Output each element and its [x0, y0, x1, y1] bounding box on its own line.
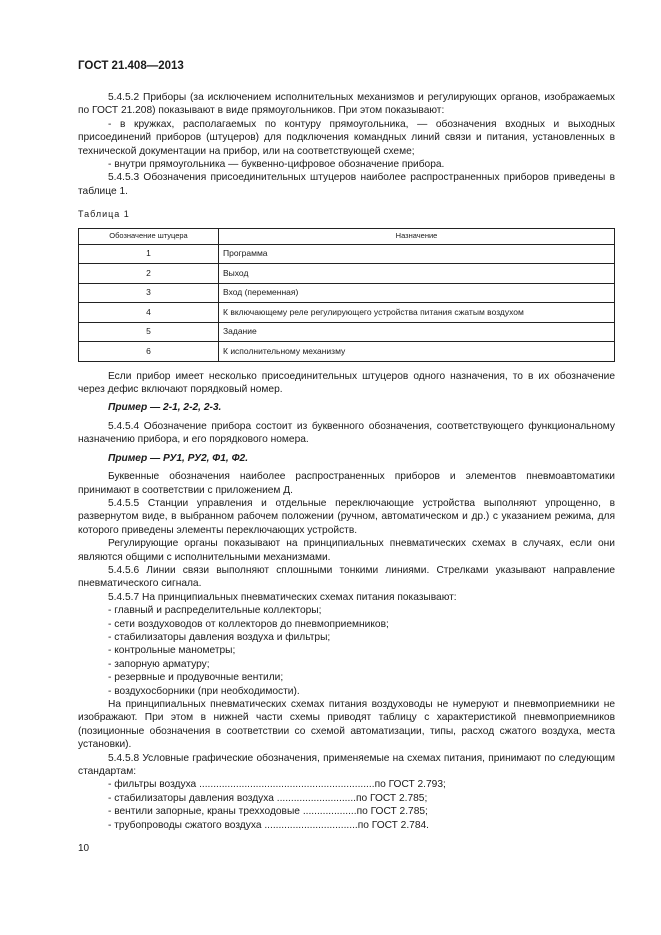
list-item	[78, 805, 615, 818]
table-row	[79, 342, 615, 362]
list-item: - стабилизаторы давления воздуха и фильтры;	[108, 631, 331, 643]
paragraph-5-4-5-2: 5.4.5.2 Приборы (за исключением исполнительных механизмов и регулирующих органов, изображаемых по ГОСТ 21.208) показывают в виде прямоугольников. При этом показывают:	[78, 92, 615, 117]
table-row	[79, 264, 615, 284]
list-item: - резервные и продувочные вентили;	[108, 672, 284, 684]
cell-purpose: К исполнительному механизму	[219, 342, 615, 362]
table-row	[79, 322, 615, 342]
cell-purpose: Программа	[219, 244, 615, 264]
example-fittings: Пример — 2-1, 2-2, 2-3.	[108, 402, 222, 414]
list-item: - сети воздуховодов от коллекторов до пневмоприемников;	[108, 618, 389, 630]
standard-reference: по ГОСТ 2.784.	[357, 819, 430, 831]
standard-item-label: - стабилизаторы давления воздуха	[108, 792, 274, 804]
paragraph-5-4-5-5: 5.4.5.5 Станции управления и отдельные переключающие устройства выполняют упрощенно, в развернутом виде, в выбранном рабочем положении (ручном, автоматическом и др.) с указанием режима, для которого приведены элементы переключающих устройств.	[78, 497, 615, 536]
standard-reference: по ГОСТ 2.793;	[374, 779, 446, 791]
paragraph-5-4-5-8: 5.4.5.8 Условные графические обозначения, применяемые на схемах питания, принимают по следующим стандартам:	[78, 752, 615, 778]
cell-fitting-number: 4	[79, 303, 219, 323]
standard-item-label: - трубопроводы сжатого воздуха	[108, 819, 262, 831]
leader-dots: ............................	[276, 792, 356, 804]
list-item: - воздухосборники (при необходимости).	[108, 685, 300, 697]
cell-fitting-number: 6	[79, 342, 219, 362]
standard-reference: по ГОСТ 2.785;	[356, 806, 428, 818]
leader-dots: .................................	[264, 819, 358, 831]
list-item: - контрольные манометры;	[108, 645, 236, 657]
standard-item-label: - фильтры воздуха	[108, 779, 197, 791]
list-item	[78, 778, 615, 791]
cell-fitting-number: 5	[79, 322, 219, 342]
table-row	[79, 283, 615, 303]
list-item: - в кружках, располагаемых по контуру прямоугольника, — обозначения входных и выходных присоединений приборов (штуцеров) для подключения командных линий связи и питания, установленных в технической документации на прибор, или на соответствующей схеме;	[78, 118, 615, 157]
cell-purpose: Задание	[219, 322, 615, 342]
standard-reference: по ГОСТ 2.785;	[356, 792, 428, 804]
paragraph-5-4-5-3: 5.4.5.3 Обозначения присоединительных штуцеров наиболее распространенных приборов приведены в таблице 1.	[78, 172, 615, 197]
document-body	[78, 91, 615, 832]
fitting-table	[78, 228, 615, 362]
cell-fitting-number: 1	[79, 244, 219, 264]
page-number: 10	[78, 843, 90, 854]
paragraph-regulating-organs: Регулирующие органы показывают на принципиальных пневматических схемах в случаях, если они являются общими с исполнительными механизмами.	[78, 538, 615, 563]
list-item	[78, 792, 615, 805]
example-designations: Пример — РУ1, РУ2, Ф1, Ф2.	[108, 452, 249, 464]
table-row	[79, 244, 615, 264]
table-header-row	[79, 228, 615, 244]
leader-dots: ..............................................................	[199, 779, 375, 791]
paragraph-multiple-fittings: Если прибор имеет несколько присоединительных штуцеров одного назначения, то в их обозначение через дефис включают порядковый номер.	[78, 370, 615, 396]
paragraph-5-4-5-7: 5.4.5.7 На принципиальных пневматических схемах питания показывают:	[108, 591, 457, 603]
page-header-standard: ГОСТ 21.408—2013	[78, 60, 184, 72]
leader-dots: ...................	[302, 806, 357, 818]
cell-purpose: Вход (переменная)	[219, 283, 615, 303]
cell-fitting-number: 2	[79, 264, 219, 284]
list-item: - внутри прямоугольника — буквенно-цифровое обозначение прибора.	[108, 159, 445, 171]
list-item	[78, 819, 615, 832]
list-item: - запорную арматуру;	[108, 658, 210, 670]
column-header-fitting: Обозначение штуцера	[79, 228, 219, 244]
column-header-purpose: Назначение	[219, 228, 615, 244]
paragraph-5-4-5-4: 5.4.5.4 Обозначение прибора состоит из буквенного обозначения, соответствующего функциональному назначению прибора, и его порядкового номера.	[78, 420, 615, 446]
paragraph-letter-designations: Буквенные обозначения наиболее распространенных приборов и элементов пневмоавтоматики принимают в соответствии с приложением Д.	[78, 471, 615, 496]
cell-purpose: Выход	[219, 264, 615, 284]
paragraph-supply-schemes: На принципиальных пневматических схемах питания воздуховоды не нумеруют и пневмоприемники не изображают. При этом в нижней части схемы приводят таблицу с характеристикой пневмоприемников (позиционные обозначения в соответствии со схемой автоматизации, типы, расход сжатого воздуха, места установки).	[78, 699, 615, 751]
cell-purpose: К включающему реле регулирующего устройства питания сжатым воздухом	[219, 303, 615, 323]
paragraph-5-4-5-6: 5.4.5.6 Линии связи выполняют сплошными тонкими линиями. Стрелками указывают направление пневматического сигнала.	[78, 564, 615, 590]
table-caption: Таблица 1	[78, 209, 130, 220]
list-item: - главный и распределительные коллекторы;	[108, 605, 322, 617]
cell-fitting-number: 3	[79, 283, 219, 303]
standard-item-label: - вентили запорные, краны трехходовые	[108, 806, 300, 818]
table-row	[79, 303, 615, 323]
